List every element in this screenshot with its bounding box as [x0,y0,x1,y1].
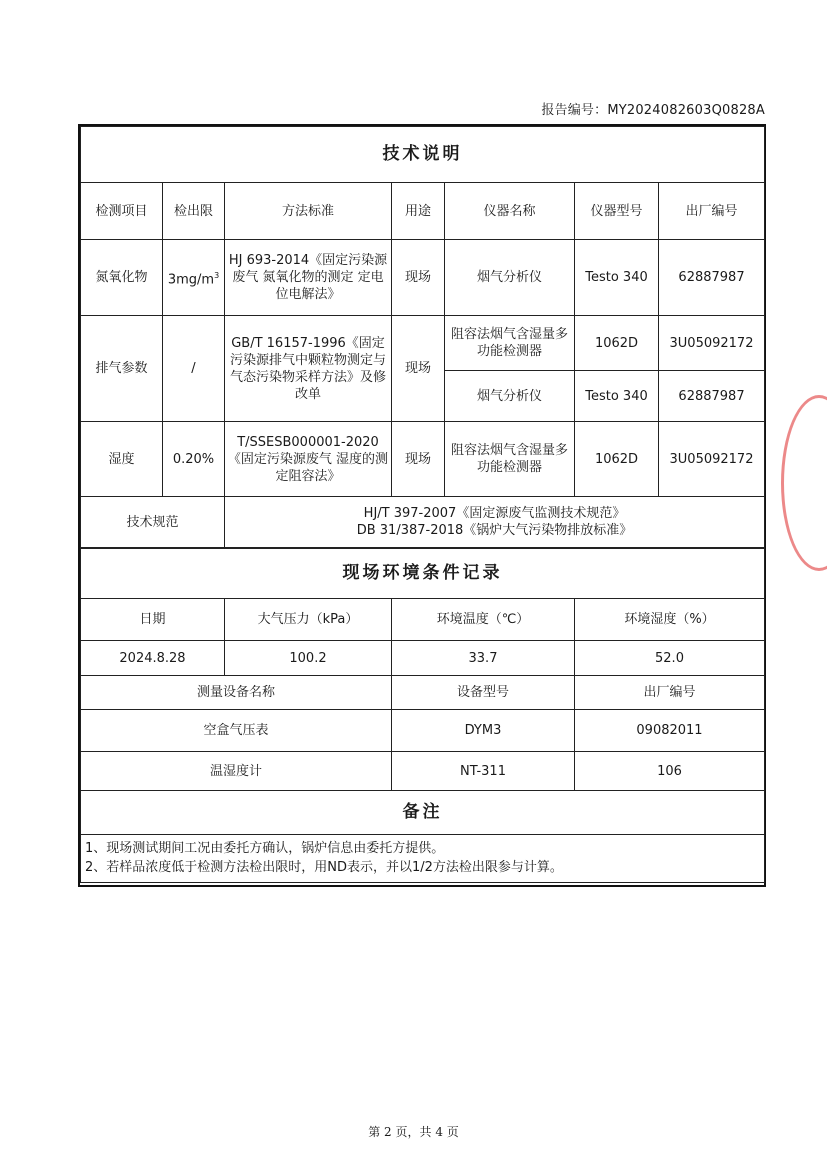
humidity-item: 湿度 [81,422,163,497]
env-pressure: 100.2 [225,641,392,676]
env-header-humidity: 环境湿度（%） [575,599,765,641]
nox-method: HJ 693-2014《固定污染源废气 氮氧化物的测定 定电位电解法》 [225,240,392,316]
exhaust-serial-2: 62887987 [659,371,765,422]
exhaust-instrument-2: 烟气分析仪 [445,371,575,422]
humidity-instrument: 阻容法烟气含湿量多功能检测器 [445,422,575,497]
notes-body [81,835,765,883]
spec-lines [225,497,765,548]
header-instrument: 仪器名称 [445,183,575,240]
note-line-1: 1、现场测试期间工况由委托方确认，锅炉信息由委托方提供。 [85,841,445,856]
exhaust-use: 现场 [392,316,445,422]
nox-limit-value: 3mg/m [167,272,215,288]
notes-title: 备注 [81,791,765,835]
humidity-use: 现场 [392,422,445,497]
spec-label: 技术规范 [81,497,225,548]
exhaust-instrument-1: 阻容法烟气含湿量多功能检测器 [445,316,575,371]
spec-line-2: DB 31/387-2018《锅炉大气污染物排放标准》 [356,523,633,538]
exhaust-model-1: 1062D [575,316,659,371]
exhaust-serial-1: 3U05092172 [659,316,765,371]
note-line-2: 2、若样品浓度低于检测方法检出限时，用ND表示，并以1/2方法检出限参与计算。 [85,860,563,875]
header-item: 检测项目 [81,183,163,240]
env-header-date: 日期 [81,599,225,641]
env-humidity: 52.0 [575,641,765,676]
tech-title: 技术说明 [81,127,765,183]
humidity-method: T/SSESB000001-2020《固定污染源废气 湿度的测定阻容法》 [225,422,392,497]
env-temperature: 33.7 [392,641,575,676]
nox-instrument: 烟气分析仪 [445,240,575,316]
equip-model-1: DYM3 [392,710,575,752]
nox-limit [163,240,225,316]
header-use: 用途 [392,183,445,240]
humidity-serial: 3U05092172 [659,422,765,497]
env-header-pressure: 大气压力（kPa） [225,599,392,641]
spec-line-1: HJ/T 397-2007《固定源废气监测技术规范》 [363,506,626,521]
equip-model-2: NT-311 [392,752,575,791]
nox-use: 现场 [392,240,445,316]
equip-serial-2: 106 [575,752,765,791]
equip-name-1: 空盒气压表 [81,710,392,752]
report-table-frame [78,124,766,887]
header-method: 方法标准 [225,183,392,240]
exhaust-model-2: Testo 340 [575,371,659,422]
nox-item: 氮氧化物 [81,240,163,316]
header-model: 仪器型号 [575,183,659,240]
env-title: 现场环境条件记录 [81,549,765,599]
exhaust-method: GB/T 16157-1996《固定污染源排气中颗粒物测定与气态污染物采样方法》及修改单 [225,316,392,422]
env-header-temperature: 环境温度（℃） [392,599,575,641]
nox-limit-sup: 3 [214,270,220,280]
red-seal-stamp [781,395,827,571]
report-number: 报告编号：MY2024082603Q0828A [541,103,765,118]
nox-model: Testo 340 [575,240,659,316]
nox-serial: 62887987 [659,240,765,316]
humidity-model: 1062D [575,422,659,497]
equip-header-name: 测量设备名称 [81,676,392,710]
equip-header-serial: 出厂编号 [575,676,765,710]
technical-table [80,126,765,548]
page-footer: 第 2 页，共 4 页 [368,1125,459,1139]
env-date: 2024.8.28 [81,641,225,676]
header-limit: 检出限 [163,183,225,240]
exhaust-item: 排气参数 [81,316,163,422]
header-serial: 出厂编号 [659,183,765,240]
equip-serial-1: 09082011 [575,710,765,752]
humidity-limit: 0.20% [163,422,225,497]
exhaust-limit: / [163,316,225,422]
equip-header-model: 设备型号 [392,676,575,710]
equip-name-2: 温湿度计 [81,752,392,791]
environment-table [80,548,765,883]
